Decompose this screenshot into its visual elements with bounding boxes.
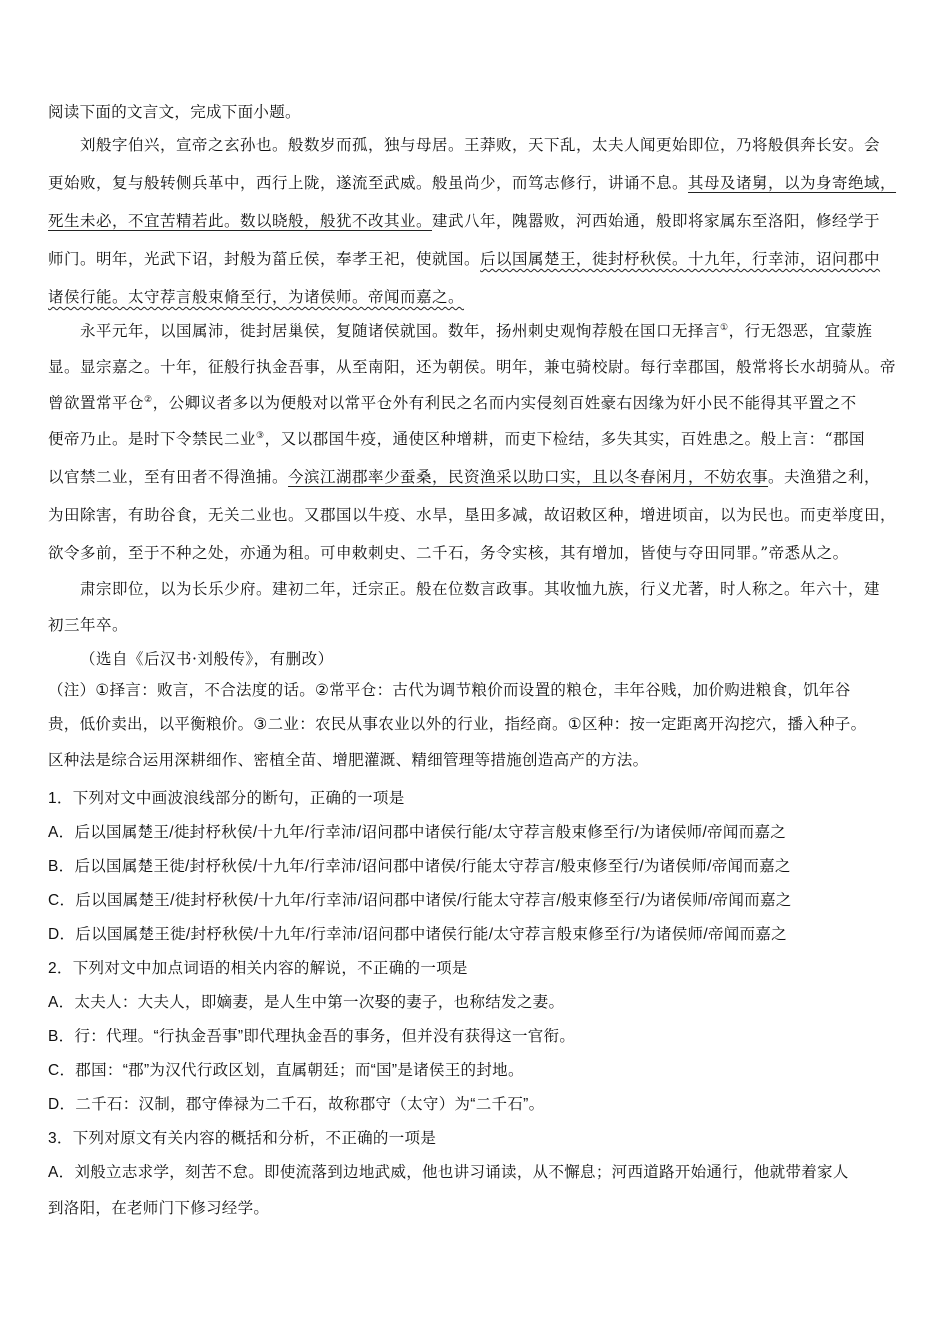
passage-p3-line2: 初三年卒。 [48, 616, 129, 634]
notes-line3: 区种法是综合运用深耕细作、密植全苗、增肥灌溉、精细管理等措施创造高产的方法。 [48, 752, 649, 769]
footnote-mark-2: ② [144, 394, 153, 405]
passage-p2-line4 [48, 428, 865, 450]
passage-p2-line3a: 曾欲置常平仓 [48, 394, 145, 412]
passage-p2-line7: 欲令多前，至于不种之处，亦通为租。可申敕刺史、二千石，务令实核，其有增加，皆使与夺田同罪。”帝悉从之。 [48, 544, 849, 562]
passage-p2-line5a: 以官禁二业，至有田者不得渔捕。 [48, 468, 289, 486]
underlined-sentence-1a: 其母及诸舅，以为身寄绝域， [688, 174, 897, 192]
passage-p1-line4a: 师门。明年，光武下诏，封般为菑丘侯，奉孝王祀，使就国。 [48, 250, 481, 268]
notes-line2: 贵，低价卖出，以平衡粮价。③二业：农民从事农业以外的行业，指经商。①区种：按一定距离开沟挖穴，播入种子。 [48, 716, 867, 733]
instruction: 阅读下面的文言文，完成下面小题。 [48, 104, 301, 121]
passage-p1-line3 [48, 210, 880, 232]
q1-option-d: D．后以国属楚王徙/封杼秋侯/十九年/行幸沛/诏问郡中诸侯行能/太守荐言般束修至行/为诸侯师/帝闻而嘉之 [48, 926, 787, 943]
footnote-mark-3: ③ [256, 430, 265, 441]
footnote-mark-1: ① [720, 322, 729, 333]
q1-option-b: B．后以国属楚王徙/封杼秋侯/十九年/行幸沛/诏问郡中诸侯/行能太守荐言/般束修至行/为诸侯师/帝闻而嘉之 [48, 858, 791, 875]
passage-p2-line5 [48, 466, 880, 488]
passage-p1-line5 [48, 286, 464, 308]
passage-p2-line1a: 永平元年，以国属沛，徙封居巢侯，复随诸侯就国。数年，扬州刺史观恂荐般在国口无择言 [80, 322, 721, 340]
q2-option-a: A．太夫人：大夫人，即嫡妻，是人生中第一次娶的妻子，也称结发之妻。 [48, 994, 565, 1011]
wavy-sentence-b: 诸侯行能。太守荐言般束脩至行，为诸侯师。帝闻而嘉之。 [48, 288, 465, 306]
passage-p1-line1: 刘般字伯兴，宣帝之玄孙也。般数岁而孤，独与母居。王莽败，天下乱，太夫人闻更始即位，乃将般俱奔长安。会 [80, 136, 881, 154]
passage-p2-line4a: 便帝乃止。是时下令禁民二业 [48, 430, 257, 448]
underlined-sentence-1b: 死生未必，不宜苦精若此。数以晓般，般犹不改其业。 [48, 212, 433, 230]
q3-option-a-line2: 到洛阳，在老师门下修习经学。 [48, 1200, 270, 1217]
wavy-sentence-a: 后以国属楚王，徙封杼秋侯。十九年，行幸沛，诏问郡中 [480, 250, 881, 268]
passage-p2-line5c: 。夫渔猎之利， [768, 468, 881, 486]
q2-stem: 2．下列对文中加点词语的相关内容的解说，不正确的一项是 [48, 960, 468, 977]
passage-p2-line2: 显。显宗嘉之。十年，征般行执金吾事，从至南阳，还为朝侯。明年，兼屯骑校尉。每行幸郡国，般常将长水胡骑从。帝 [48, 358, 897, 376]
notes-line1: （注）①择言：败言，不合法度的话。②常平仓：古代为调节粮价而设置的粮仓，丰年谷贱，加价购进粮食，饥年谷 [48, 682, 851, 699]
q2-option-b: B．行：代理。“行执金吾事”即代理执金吾的事务，但并没有获得这一官衔。 [48, 1028, 576, 1045]
passage-p2-line6: 为田除害，有助谷食，无关二业也。又郡国以牛疫、水旱，垦田多减，故诏敕区种，增进顷亩，以为民也。而吏举度田， [48, 506, 897, 524]
underlined-sentence-2: 今滨江湖郡率少蚕桑，民资渔采以助口实，且以冬春闲月，不妨农事 [288, 468, 769, 486]
q1-option-a: A．后以国属楚王/徙封杼秋侯/十九年/行幸沛/诏问郡中诸侯行能/太守荐言般束修至行/为诸侯师/帝闻而嘉之 [48, 824, 787, 841]
passage-p3-line1: 肃宗即位，以为长乐少府。建初二年，迁宗正。般在位数言政事。其收恤九族，行义尤著，时人称之。年六十，建 [80, 580, 881, 598]
passage-p1-line2a: 更始败，复与般转侧兵革中，西行上陇，遂流至武威。般虽尚少，而笃志修行，讲诵不息。 [48, 174, 689, 192]
q3-stem: 3．下列对原文有关内容的概括和分析，不正确的一项是 [48, 1130, 437, 1147]
q3-option-a-line1: A．刘般立志求学，刻苦不怠。即使流落到边地武威，他也讲习诵读，从不懈息；河西道路开始通行，他就带着家人 [48, 1164, 849, 1181]
q2-option-c: C．郡国：“郡”为汉代行政区划，直属朝廷；而“国”是诸侯王的封地。 [48, 1062, 524, 1079]
passage-p2-line1 [80, 320, 873, 342]
q1-option-c: C．后以国属楚王/徙封杼秋侯/十九年/行幸沛/诏问郡中诸侯/行能太守荐言/般束修至行/为诸侯师/帝闻而嘉之 [48, 892, 792, 909]
passage-p1-line4 [48, 248, 880, 270]
passage-p2-line3b: ，公卿议者多以为便般对以常平仓外有利民之名而内实侵刻百姓豪右因缘为奸小民不能得其平置之不 [152, 394, 857, 412]
passage-p2-line4b: ，又以郡国牛疫，通使区种增耕，而吏下检结，多失其实，百姓患之。般上言：“郡国 [264, 430, 866, 448]
passage-p2-line1b: ，行无怨恶，宜蒙旌 [728, 322, 873, 340]
q1-stem: 1．下列对文中画波浪线部分的断句，正确的一项是 [48, 790, 405, 807]
source-citation: （选自《后汉书·刘般传》，有删改） [80, 650, 334, 668]
passage-p1-line2 [48, 172, 896, 194]
q2-option-d: D．二千石：汉制，郡守俸禄为二千石，故称郡守（太守）为“二千石”。 [48, 1096, 545, 1113]
passage-p2-line3 [48, 392, 857, 414]
passage-p1-line3b: 建武八年，隗嚣败，河西始通，般即将家属东至洛阳，修经学于 [432, 212, 881, 230]
